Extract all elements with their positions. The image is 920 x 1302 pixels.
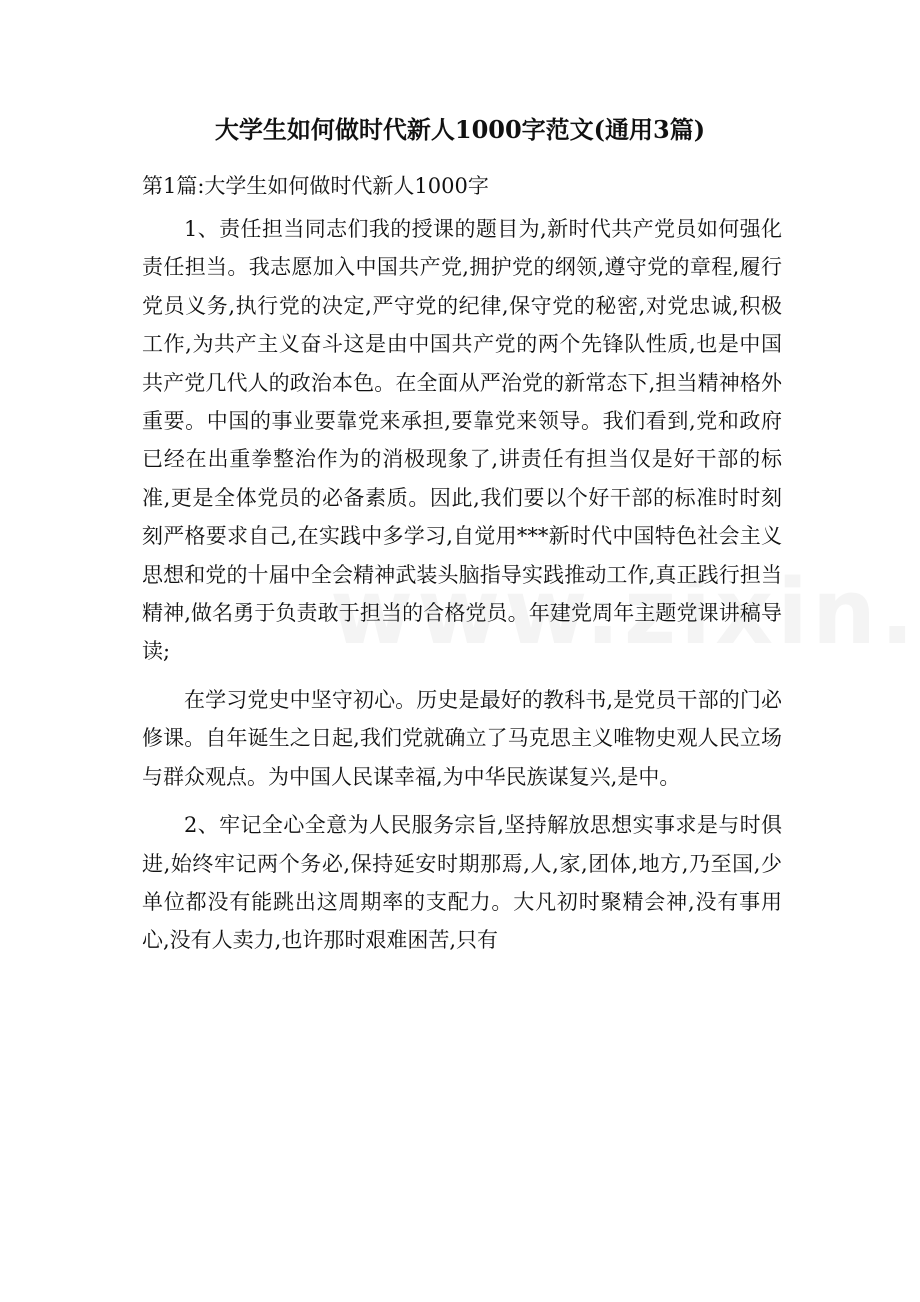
section-heading: 第1篇:大学生如何做时代新人1000字 [142,174,489,198]
paragraph-1: 1、责任担当同志们我的授课的题目为,新时代共产党员如何强化责任担当。我志愿加入中国共产党,拥护党的纲领,遵守党的章程,履行党员义务,执行党的决定,严守党的纪律,保守党的秘密,对党忠诚,积极工作,为共产主义奋斗这是由中国共产党的两个先锋队性质,也是中国共产党几代人的政治本色。在全面从严治党的新常态下,担当精神格外重要。中国的事业要靠党来承担,要靠党来领导。我们看到,党和政府已经在出重拳整治作为的消极现象了,讲责任有担当仅是好干部的标准,更是全体党员的必备素质。因此,我们要以个好干部的标准时时刻刻严格要求自己,在实践中多学习,自觉用***新时代中国特色社会主义思想和党的十届中全会精神武装头脑指导实践推动工作,真正践行担当精神,做名勇于负责敢于担当的合格党员。年建党周年主题党课讲稿导读; [142,217,782,664]
paragraph-3: 2、牢记全心全意为人民服务宗旨,坚持解放思想实事求是与时俱进,始终牢记两个务必,保持延安时期那焉,人,家,团体,地方,乃至国,少单位都没有能跳出这周期率的支配力。大凡初时聚精会神,没有事用心,没有人卖力,也许那时艰难困苦,只有 [142,813,782,953]
document-body [142,210,782,970]
document-title: 大学生如何做时代新人1000字范文(通用3篇) [214,115,706,144]
paragraph-2: 在学习党史中坚守初心。历史是最好的教科书,是党员干部的门必修课。自年诞生之日起,我们党就确立了马克思主义唯物史观人民立场与群众观点。为中国人民谋幸福,为中华民族谋复兴,是中。 [142,687,782,789]
